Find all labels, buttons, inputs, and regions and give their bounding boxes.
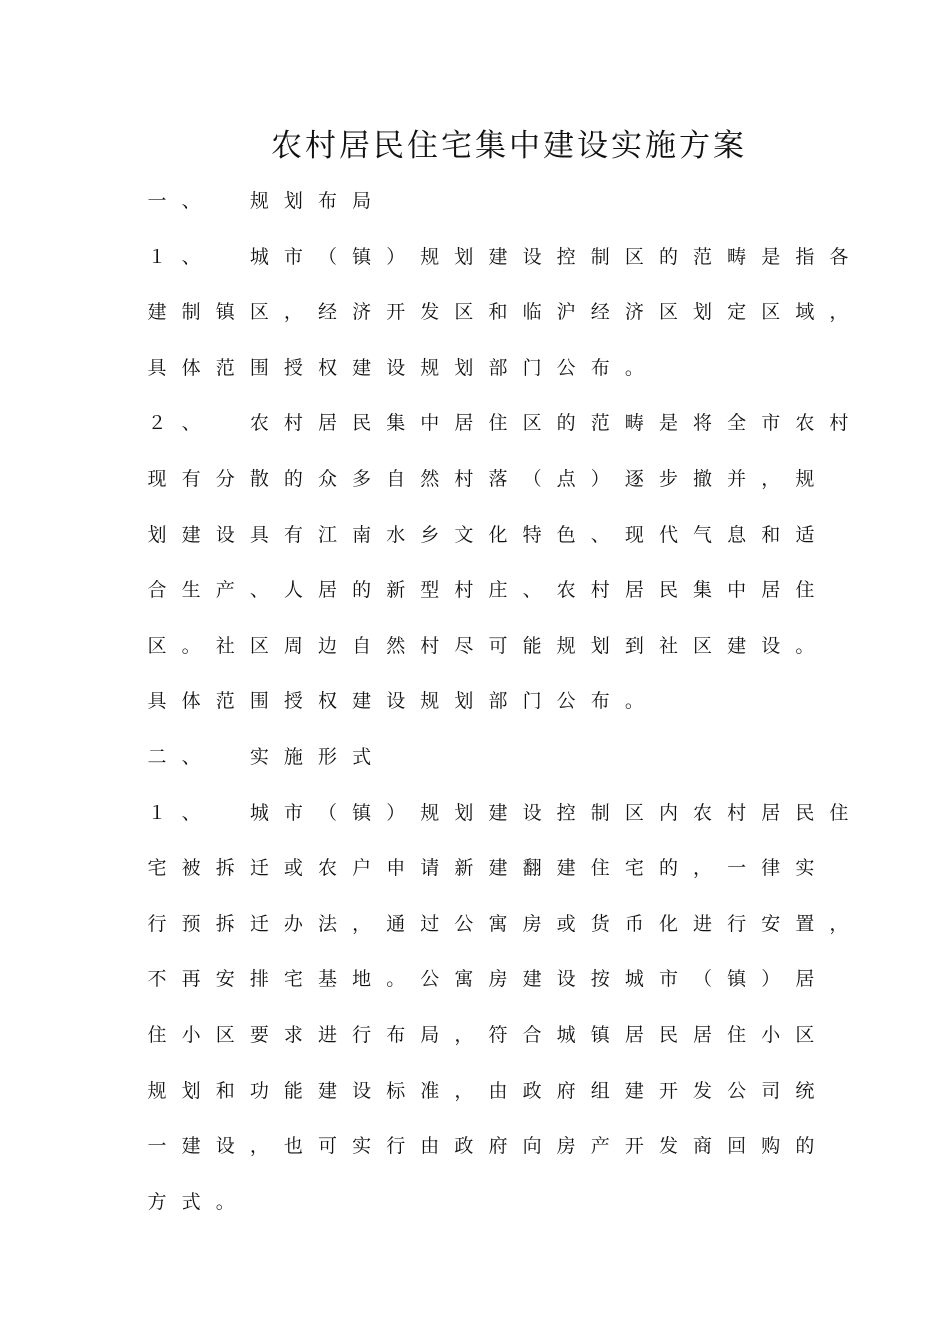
body-line: 不 再 安 排 宅 基 地 。 公 寓 房 建 设 按 城 市 （ 镇 ） 居: [147, 968, 815, 991]
body-line: 规 划 和 功 能 建 设 标 准 ， 由 政 府 组 建 开 发 公 司 统: [147, 1079, 815, 1102]
body-line: 具 体 范 围 授 权 建 设 规 划 部 门 公 布 。: [147, 356, 644, 379]
body-line: 划 建 设 具 有 江 南 水 乡 文 化 特 色 、 现 代 气 息 和 适: [147, 523, 815, 546]
body-line: 二 、 实 施 形 式: [147, 746, 372, 768]
body-line: 现 有 分 散 的 众 多 自 然 村 落 （ 点 ） 逐 步 撤 并 ， 规: [147, 468, 815, 490]
body-line: 方 式 。: [147, 1190, 235, 1213]
body-line: 行 预 拆 迁 办 法 ， 通 过 公 寓 房 或 货 币 化 进 行 安 置 ，: [147, 912, 849, 935]
body-line: １ 、 城 市 （ 镇 ） 规 划 建 设 控 制 区 的 范 畴 是 指 各: [147, 245, 849, 268]
body-line: 住 小 区 要 求 进 行 布 局 ， 符 合 城 镇 居 民 居 住 小 区: [147, 1024, 815, 1046]
body-line: 合 生 产 、 人 居 的 新 型 村 庄 、 农 村 居 民 集 中 居 住: [147, 579, 815, 602]
body-line: 一 建 设 ， 也 可 实 行 由 政 府 向 房 产 开 发 商 回 购 的: [147, 1135, 815, 1158]
body-line: ２ 、 农 村 居 民 集 中 居 住 区 的 范 畴 是 将 全 市 农 村: [147, 412, 849, 435]
body-line: 建 制 镇 区 ， 经 济 开 发 区 和 临 沪 经 济 区 划 定 区 域 ，: [147, 301, 849, 324]
body-line: 区 。 社 区 周 边 自 然 村 尽 可 能 规 划 到 社 区 建 设 。: [147, 634, 815, 657]
document-title: 农村居民住宅集中建设实施方案: [271, 128, 747, 164]
body-line: 宅 被 拆 迁 或 农 户 申 请 新 建 翻 建 住 宅 的 ， 一 律 实: [147, 857, 815, 880]
body-line: １ 、 城 市 （ 镇 ） 规 划 建 设 控 制 区 内 农 村 居 民 住: [147, 801, 849, 824]
body-line: 具 体 范 围 授 权 建 设 规 划 部 门 公 布 。: [147, 690, 644, 713]
body-line: 一 、 规 划 布 局: [147, 190, 372, 212]
